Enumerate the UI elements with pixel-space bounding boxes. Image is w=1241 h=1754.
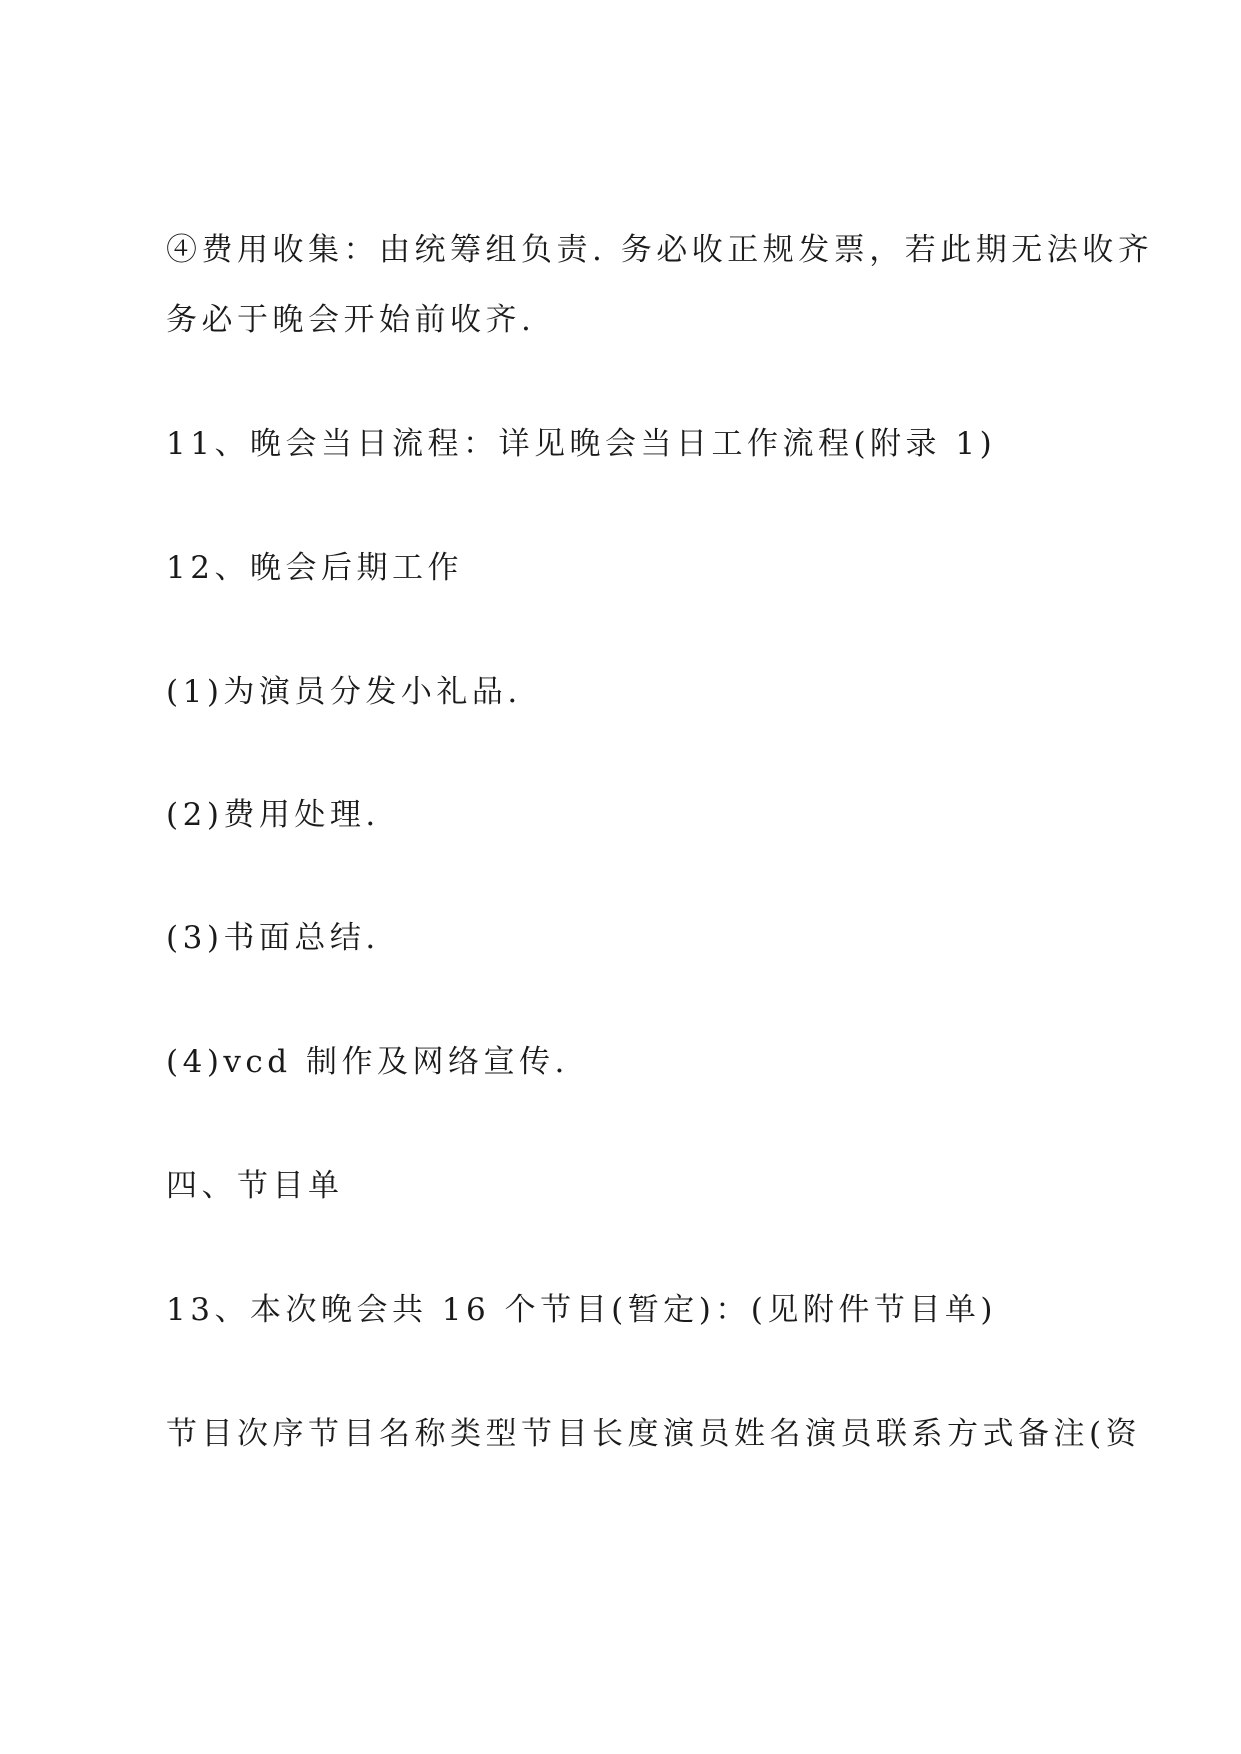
program-table-header-line: 节目次序节目名称类型节目长度演员姓名演员联系方式备注(资 bbox=[166, 1416, 1142, 1452]
subitem-4-vcd-promotion: (4)vcd 制作及网络宣传. bbox=[166, 1044, 569, 1080]
subitem-3-written-summary: (3)书面总结. bbox=[166, 920, 380, 956]
item-12-post-event-work: 12、晚会后期工作 bbox=[166, 550, 463, 586]
item-11-evening-day-process: 11、晚会当日流程：详见晚会当日工作流程(附录 1) bbox=[166, 426, 997, 462]
item-13-program-count: 13、本次晚会共 16 个节目(暂定)：(见附件节目单) bbox=[166, 1292, 997, 1328]
paragraph-fee-collection: ④费用收集：由统筹组负责. 务必收正规发票，若此期无法收齐 bbox=[166, 232, 1154, 268]
section-heading-program-list: 四、节目单 bbox=[166, 1168, 344, 1204]
subitem-2-expense-handling: (2)费用处理. bbox=[166, 797, 380, 833]
paragraph-fee-collection-continued: 务必于晚会开始前收齐. bbox=[166, 302, 536, 338]
subitem-1-gifts: (1)为演员分发小礼品. bbox=[166, 674, 522, 710]
